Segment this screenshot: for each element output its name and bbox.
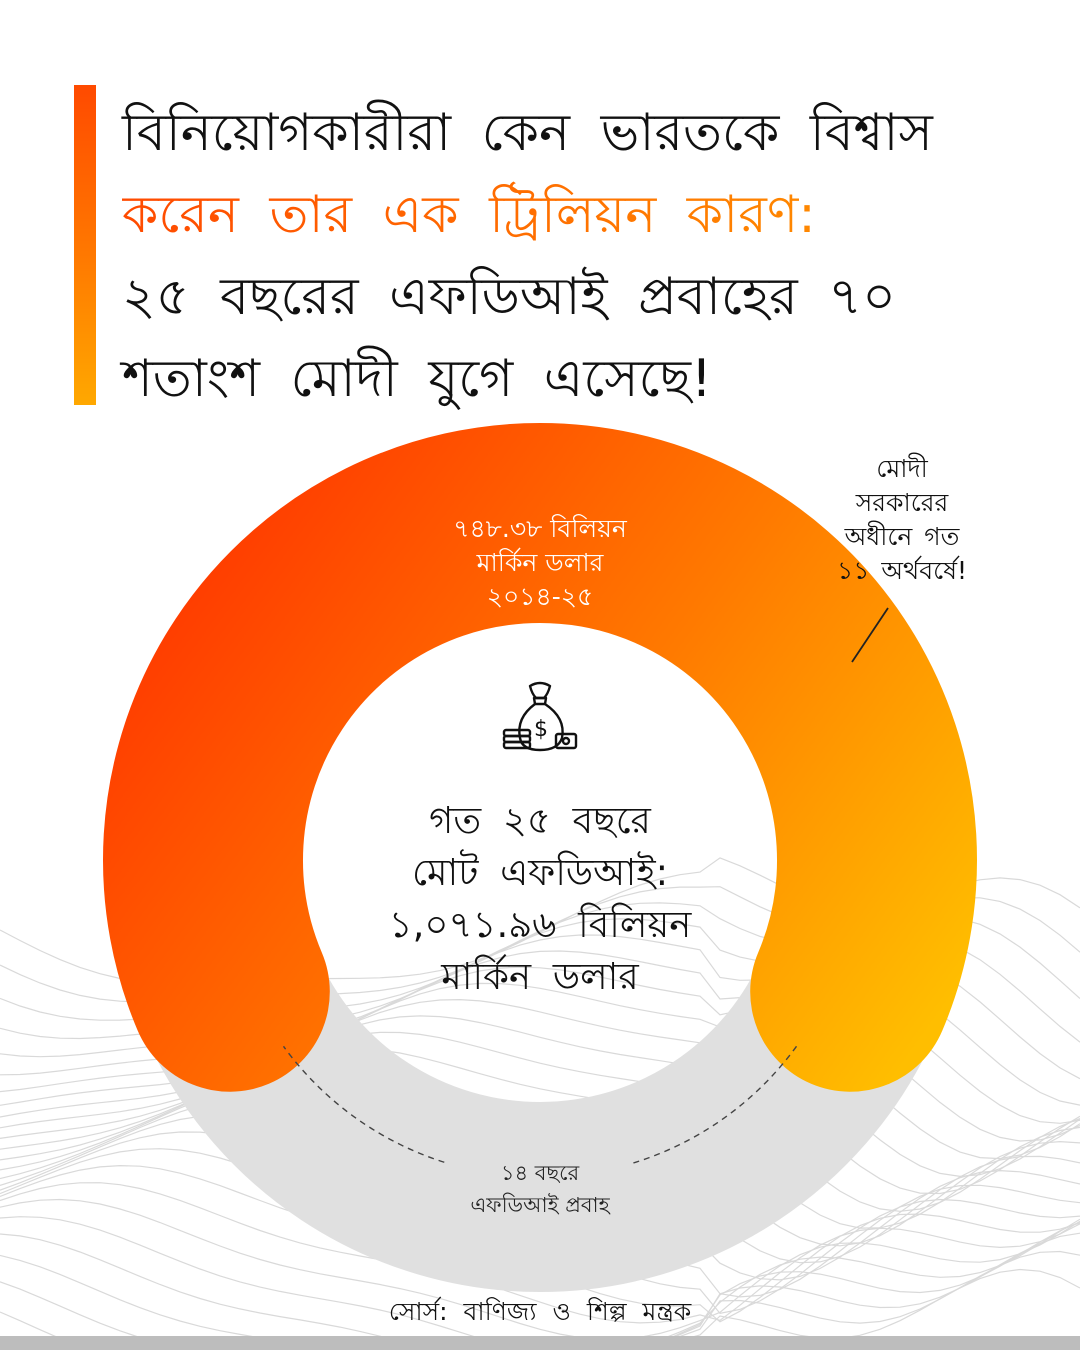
center-line-2: মোট এফডিআই: bbox=[411, 851, 669, 894]
segment-label-line: ২০১৪-২৫ bbox=[486, 582, 594, 611]
modi-era-annotation bbox=[812, 452, 992, 588]
segment-label-line: মার্কিন ডলার bbox=[476, 548, 604, 577]
footer-strip bbox=[0, 1336, 1080, 1350]
annotation-line-4: ১১ অর্থবর্ষে! bbox=[837, 556, 967, 585]
segment-label-line: ৭৪৮.৩৮ বিলিয়ন bbox=[453, 514, 627, 543]
donut-center-total bbox=[340, 795, 740, 1003]
title-line-1: বিনিয়োগকারীরা কেন ভারতকে বিশ্বাস bbox=[122, 103, 933, 163]
annotation-line-1: মোদী bbox=[876, 454, 928, 483]
title-line-3: ২৫ বছরের এফডিআই প্রবাহের ৭০ bbox=[122, 267, 896, 327]
center-line-1: গত ২৫ বছরে bbox=[429, 799, 651, 842]
segment-label-line: ১৪ বছরে bbox=[500, 1161, 580, 1185]
money-bag-icon bbox=[500, 680, 580, 756]
annotation-line-2: সরকারের bbox=[855, 488, 949, 517]
svg-text:$: $ bbox=[534, 717, 548, 742]
source-credit: সোর্স: বাণিজ্য ও শিল্প মন্ত্রক bbox=[388, 1297, 692, 1326]
title-line-2: করেন তার এক ট্রিলিয়ন কারণ: bbox=[122, 174, 1022, 256]
segment-label-line: এফডিআই প্রবাহ bbox=[470, 1193, 610, 1217]
center-line-3: ১,০৭১.৯৬ বিলিয়ন bbox=[388, 903, 692, 946]
title-line-4: শতাংশ মোদী যুগে এসেছে! bbox=[122, 349, 712, 409]
annotation-line-3: অধীনে গত bbox=[844, 522, 960, 551]
center-line-4: মার্কিন ডলার bbox=[441, 955, 639, 998]
